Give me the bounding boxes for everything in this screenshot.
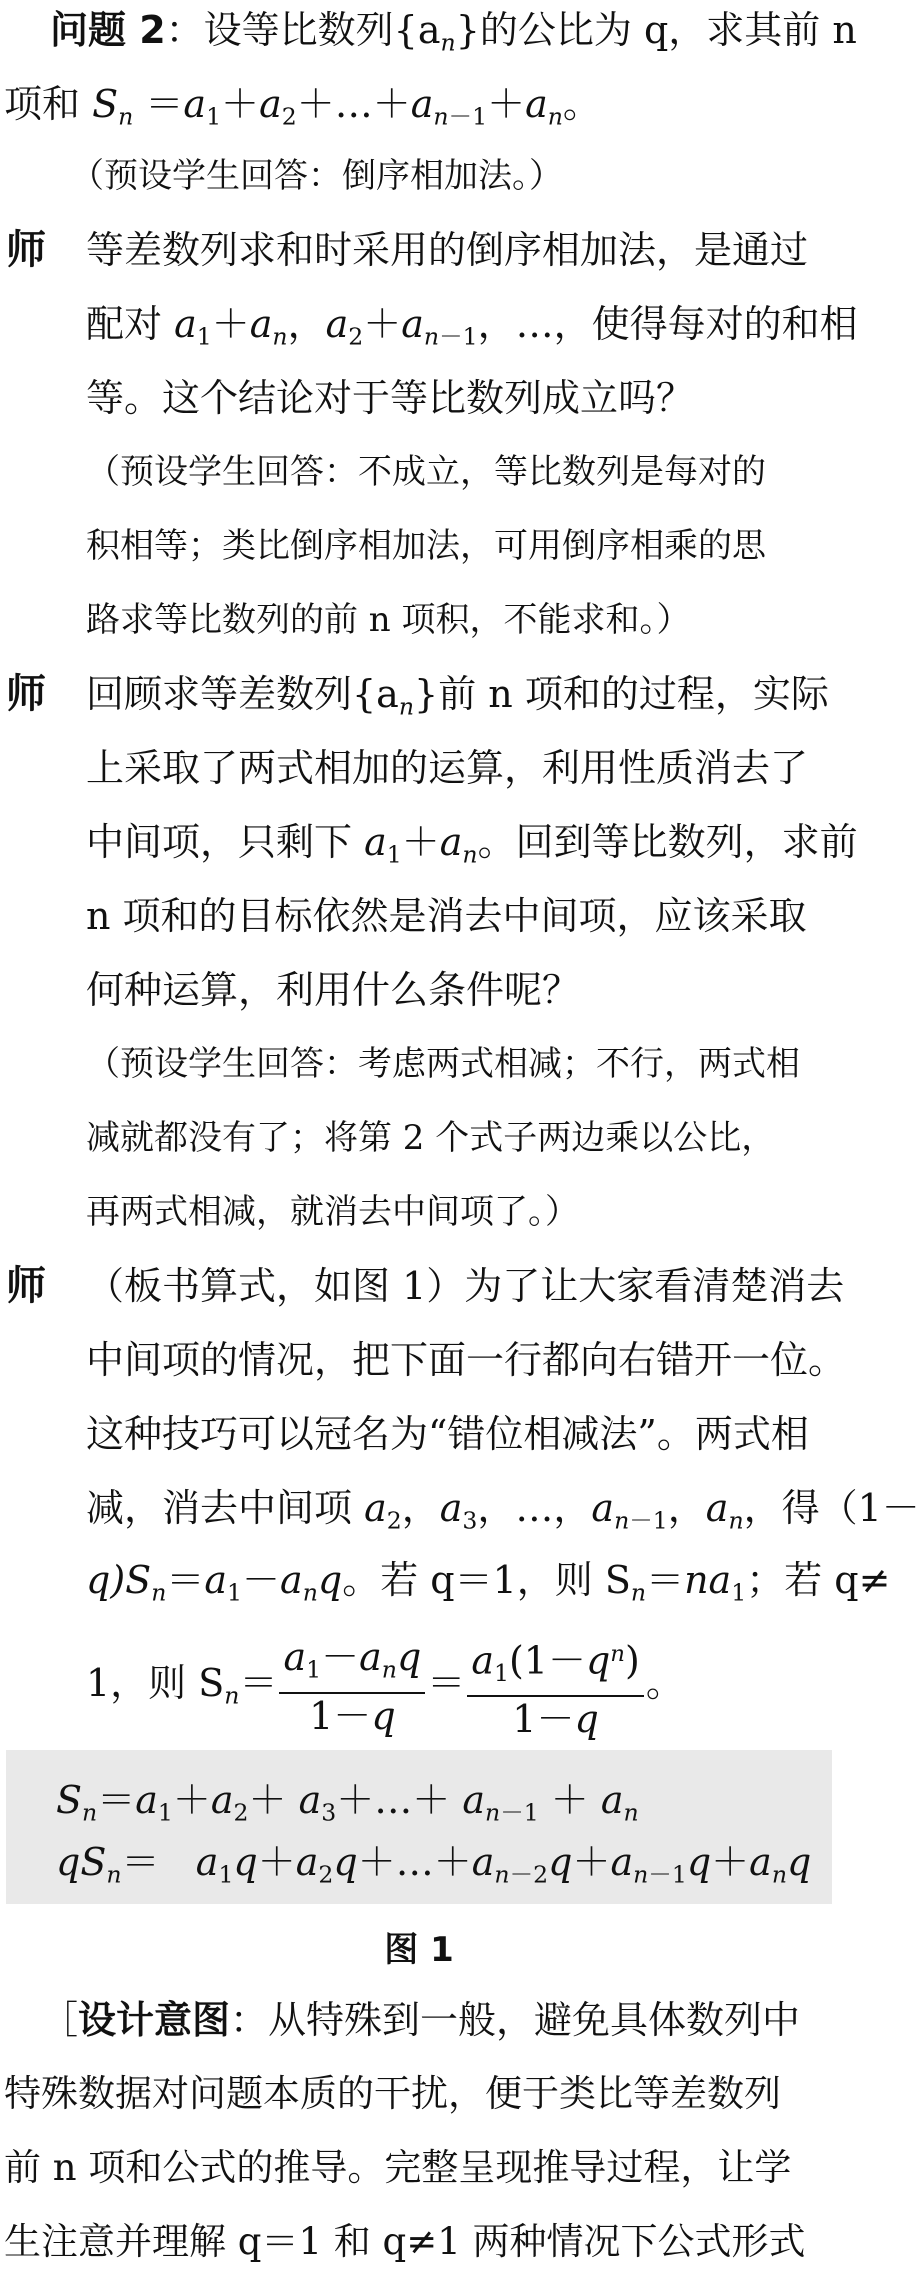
figure-1-caption: 图 1	[384, 1930, 454, 1970]
design-intent-line3: 前 n 项和公式的推导。完整呈现推导过程，让学	[4, 2146, 792, 2189]
preset-answer-2-line3: 路求等比数列的前 n 项积，不能求和。）	[86, 600, 691, 640]
problem2-label: 问题 2	[50, 8, 166, 52]
preset-answer-2-line1: （预设学生回答：不成立，等比数列是每对的	[86, 452, 766, 492]
preset-answer-2-line2: 积相等；类比倒序相加法，可用倒序相乘的思	[86, 526, 766, 566]
design-intent-label: 设计意图	[78, 1998, 231, 2042]
teacher1-line2: 配对 $a1+a_n$，$a2+a_n-1$，…，使得每对的和相	[86, 302, 858, 351]
teacher3-line4: 减，消去中间项 a2，a3，…，$a_n-1$，$a_n$，得（1－	[86, 1486, 920, 1535]
figure-row-1: $S_n=a1+a2+$ a3＋…＋ $a_n-1 + a_n$	[56, 1778, 639, 1827]
fraction-2: $\frac{a1(1-q^n)}{1-q}$	[467, 1632, 644, 1741]
teacher-mark: 师	[6, 227, 46, 273]
fraction-1: $\frac{a1-a_nq}{1-q}$	[279, 1635, 425, 1738]
teacher2-line4: n 项和的目标依然是消去中间项，应该采取	[86, 894, 807, 938]
teacher3-line1: （板书算式，如图 1）为了让大家看清楚消去	[86, 1264, 845, 1308]
problem2-line1: 问题 2：设等比数列$\{a_n\}$的公比为 q，求其前 n	[50, 8, 857, 57]
teacher1-line1: 等差数列求和时采用的倒序相加法，是通过	[86, 228, 809, 272]
teacher2-line5: 何种运算，利用什么条件呢？	[86, 968, 581, 1012]
teacher-mark: 师	[6, 671, 46, 717]
preset-answer-3-line2: 减就都没有了；将第 2 个式子两边乘以公比，	[86, 1118, 776, 1158]
teacher3-line5: $q)S_n=a1-a_nq$。若 q＝1，则 $S_n=na1$；若 q≠	[86, 1558, 891, 1607]
teacher-mark: 师	[6, 1263, 46, 1309]
teacher2-line3: 中间项，只剩下 $a1+a_n$。回到等比数列，求前	[86, 820, 858, 869]
teacher2-line1: 回顾求等差数列$\{a_n\}$前 n 项和的过程，实际	[86, 672, 829, 721]
teacher1-line3: 等。这个结论对于等比数列成立吗？	[86, 376, 695, 420]
teacher2-line2: 上采取了两式相加的运算，利用性质消去了	[86, 746, 809, 790]
design-intent-line1: ［设计意图：从特殊到一般，避免具体数列中	[40, 1998, 801, 2042]
teacher3-line3: 这种技巧可以冠名为“错位相减法”。两式相	[86, 1412, 809, 1456]
design-intent-line2: 特殊数据对问题本质的干扰，便于类比等差数列	[4, 2072, 781, 2115]
preset-answer-1: （预设学生回答：倒序相加法。）	[70, 156, 563, 196]
problem2-line2: 项和 $S_n$ $=a1+a2+\dots+a_n-1+a_n$。	[4, 82, 601, 131]
teacher3-line2: 中间项的情况，把下面一行都向右错开一位。	[86, 1338, 847, 1382]
preset-answer-3-line3: 再两式相减，就消去中间项了。）	[86, 1192, 579, 1232]
figure-1-box	[6, 1750, 832, 1904]
preset-answer-3-line1: （预设学生回答：考虑两式相减；不行，两式相	[86, 1044, 800, 1084]
design-intent-line4: 生注意并理解 q＝1 和 q≠1 两种情况下公式形式	[4, 2220, 806, 2263]
teacher3-line6-formula: 1，则 $S_n=$ $\frac{a1-a_nq}{1-q}$ ＝ $\frac{a1(1-q^n)}{1-q}$ 。	[86, 1632, 924, 1728]
figure-row-2: $qS_n=$ $a1q+a2q+\dots+a_n-2q+a_n-1q+a_nq$	[56, 1840, 812, 1889]
